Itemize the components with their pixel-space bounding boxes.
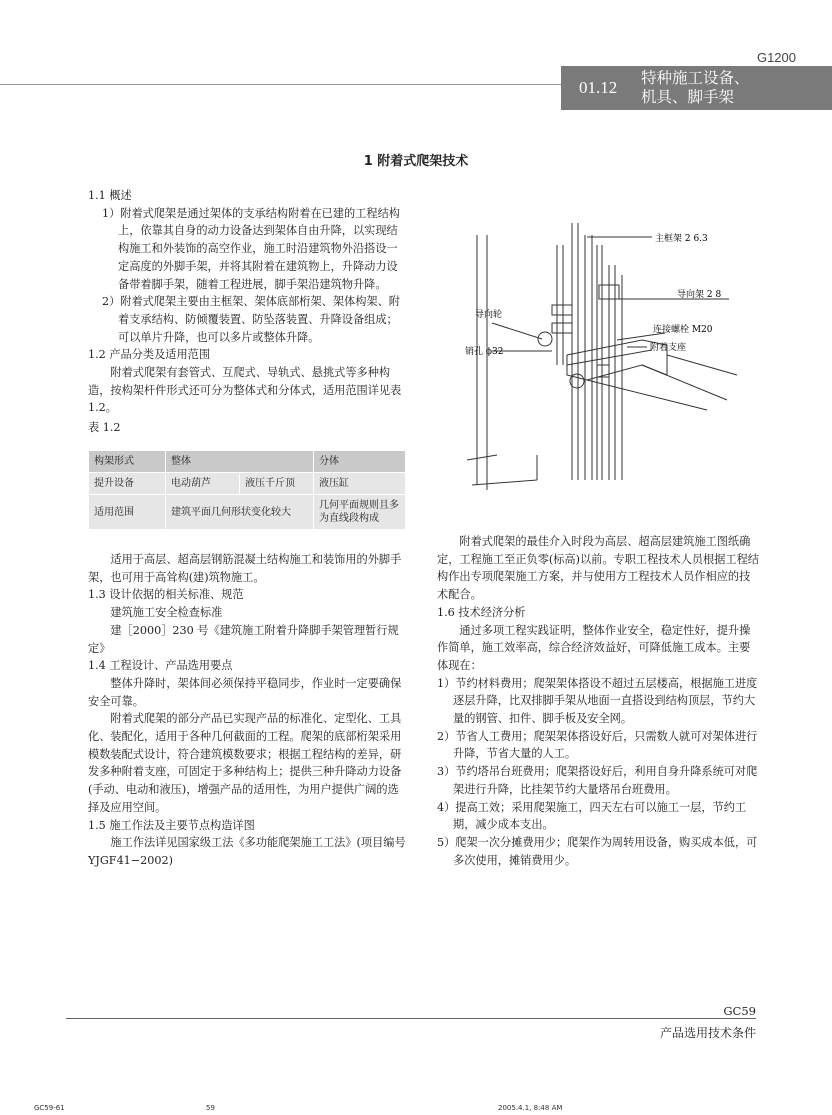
table-cell: 整体 xyxy=(166,451,314,473)
left-column-top xyxy=(88,187,408,437)
climbing-frame-drawing xyxy=(437,205,759,525)
climbing-frame-figure xyxy=(437,205,759,525)
left-column-bottom xyxy=(88,551,408,870)
paragraph-standard-1: 建筑施工安全检查标准 xyxy=(110,606,223,620)
heading-1-6: 1.6 技术经济分析 xyxy=(437,605,526,619)
label-main-frame: 主框架 2 6.3 xyxy=(655,234,708,244)
classification-table xyxy=(88,450,406,530)
label-support: 附着支座 xyxy=(650,343,687,353)
table-caption: 表 1.2 xyxy=(88,421,121,435)
label-guide-frame: 导向架 2 8 xyxy=(677,290,722,300)
section-title xyxy=(641,69,750,107)
paragraph-timing: 附着式爬架的最佳介入时段为高层、超高层建筑施工图纸确定，工程施工至正负零(标高)以前。专职工程技术人员根据工程结构作出专项爬架施工方案，并与使用方工程技术人员作相应的技术配合。 xyxy=(437,535,759,602)
list-item: 2）节省人工费用；爬架架体搭设好后，只需数人就可对架体进行升降，节省大量的人工。 xyxy=(437,729,758,761)
label-guide-wheel: 导向轮 xyxy=(475,310,503,320)
heading-1-2: 1.2 产品分类及适用范围 xyxy=(88,348,211,362)
footer-rule xyxy=(66,1018,756,1019)
list-item: 1）节约材料费用；爬架架体搭设不超过五层楼高，根据施工进度逐层升降，比双排脚手架从地面一直搭设到结构顶层，节约大量的钢管、扣件、脚手板及安全网。 xyxy=(437,676,758,726)
paragraph-design-1: 整体升降时，架体间必须保持平稳同步，作业时一定要确保安全可靠。 xyxy=(88,676,402,708)
print-time: 2005.4.1, 8:48 AM xyxy=(498,1104,563,1112)
heading-1-5: 1.5 施工作法及主要节点构造详图 xyxy=(88,818,255,832)
section-title-line2: 机具、脚手架 xyxy=(641,88,735,106)
heading-1-4: 1.4 工程设计、产品选用要点 xyxy=(88,659,233,673)
paragraph-application: 适用于高层、超高层钢筋混凝土结构施工和装饰用的外脚手架，也可用于高耸构(建)筑物施工。 xyxy=(88,553,402,584)
label-pin-hole: 销孔 ϕ32 xyxy=(465,347,504,357)
table-cell: 构架形式 xyxy=(89,451,166,473)
print-file: GC59-61 xyxy=(34,1104,65,1112)
table-cell: 液压千斤顶 xyxy=(240,473,314,495)
section-banner xyxy=(561,66,832,110)
table-cell: 建筑平面几何形状变化较大 xyxy=(166,495,314,530)
heading-1-3: 1.3 设计依据的相关标准、规范 xyxy=(88,588,244,602)
section-number: 01.12 xyxy=(579,78,618,97)
footer-page-code: GC59 xyxy=(723,1004,756,1018)
paragraph-classification: 附着式爬架有套管式、互爬式、导轨式、悬挑式等多种构造，按构架杆件形式还可分为整体式和分体式，适用范围详见表 1.2。 xyxy=(88,366,402,415)
table-cell: 液压缸 xyxy=(314,473,406,495)
paragraph-design-2: 附着式爬架的部分产品已实现产品的标准化、定型化、工具化、装配化，适用于各种几何截面的工程。爬架的底部桁架采用模数装配式设计，符合建筑模数要求；根据工程结构的差异，研发多种附着支座，可固定于多种结构上；提供三种升降动力设备(手动、电动和液压)，增强产品的适用性，为用户提供广阔的选择及应用空间。 xyxy=(88,712,402,814)
right-column xyxy=(437,533,759,869)
paragraph-analysis: 通过多项工程实践证明，整体作业安全，稳定性好，提升操作简单，施工效率高，综合经济效益好，可降低施工成本。主要体现在： xyxy=(437,623,751,672)
list-item: 5）爬架一次分摊费用少；爬架作为周转用设备，购买成本低，可多次使用，摊销费用少。 xyxy=(437,835,758,867)
table-cell: 电动葫芦 xyxy=(166,473,240,495)
list-item: 4）提高工效；采用爬架施工，四天左右可以施工一层，节约工期，减少成本支出。 xyxy=(437,800,747,832)
table-row xyxy=(89,451,406,473)
table-cell: 提升设备 xyxy=(89,473,166,495)
heading-1-1: 1.1 概述 xyxy=(88,189,132,202)
list-item: 3）节约塔吊台班费用；爬架搭设好后，利用自身升降系统可对爬架进行升降，比挂架节约大量塔吊台班费用。 xyxy=(437,765,758,796)
paragraph-overview-1: 1）附着式爬架是通过架体的支承结构附着在已建的工程结构上，依靠其自身的动力设备达到架体自由升降，以实现结构施工和外装饰的高空作业，施工时沿建筑物外沿搭设一定高度的外脚手架，并将其附着在建筑物上，升降动力设备带着脚手架，随着工程进展，脚手架沿建筑物升降。 xyxy=(102,206,400,291)
print-page: 59 xyxy=(206,1104,215,1112)
page-title: 1 附着式爬架技术 xyxy=(363,154,469,169)
page-code: G1200 xyxy=(756,50,796,65)
table-row xyxy=(89,473,406,495)
table-cell: 分体 xyxy=(314,451,406,473)
table-cell: 适用范围 xyxy=(89,495,166,530)
table-row xyxy=(89,495,406,530)
paragraph-method: 施工作法详见国家级工法《多功能爬架施工工法》(项目编号 YJGF41−2002) xyxy=(88,836,406,867)
table-cell: 几何平面规则且多为直线段构成 xyxy=(314,495,406,530)
label-bolt: 连接螺栓 M20 xyxy=(653,325,713,335)
paragraph-overview-2: 2）附着式爬架主要由主框架、架体底部桁架、架体构架、附着支承结构、防倾覆装置、防坠落装置、升降设备组成；可以单片升降，也可以多片或整体升降。 xyxy=(102,295,400,344)
paragraph-standard-2: 建［2000］230 号《建筑施工附着升降脚手架管理暂行规定》 xyxy=(88,623,399,655)
footer-category: 产品选用技术条件 xyxy=(659,1026,756,1040)
section-title-line1: 特种施工设备、 xyxy=(641,69,750,87)
